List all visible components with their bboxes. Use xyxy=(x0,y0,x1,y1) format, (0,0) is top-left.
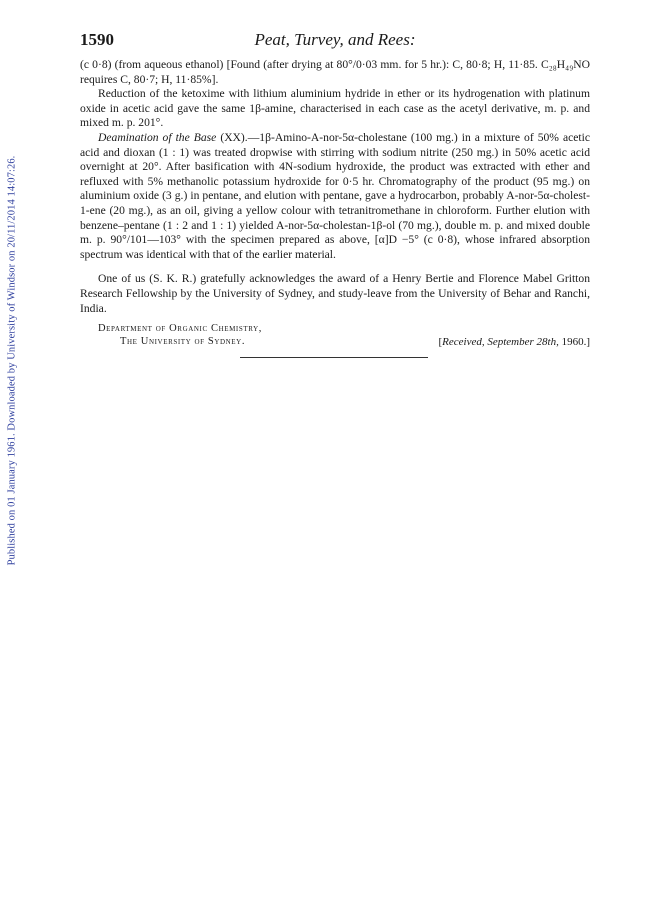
paragraph-acknowledgement: One of us (S. K. R.) gratefully acknowledges the award of a Henry Bertie and Florence Mabel Gritton Research Fellowship by the University of Sydney, and study-leave from the University of Behar and Ranchi, India. xyxy=(80,272,590,315)
affiliation-university: The University of Sydney. xyxy=(120,336,246,348)
affiliation-block xyxy=(80,323,590,355)
paragraph-analysis: (c 0·8) (from aqueous ethanol) [Found (after drying at 80°/0·03 mm. for 5 hr.): C, 80·8; H, 11·85. C₂₈H₄₉NO requires C, 80·7; H, 11·85%]. xyxy=(80,58,590,86)
received-year: 1960. xyxy=(558,336,587,349)
page-number: 1590 xyxy=(80,30,114,49)
running-head-authors: Peat, Turvey, and Rees: xyxy=(254,30,416,49)
journal-page xyxy=(80,30,590,355)
running-head xyxy=(80,30,590,54)
received-label: Received, September 28th, xyxy=(442,336,559,349)
received-open-bracket: [ xyxy=(438,336,443,349)
download-provenance-note xyxy=(2,150,22,570)
article-body xyxy=(80,58,590,316)
received-close-bracket: ] xyxy=(586,336,590,349)
paragraph-deamination xyxy=(80,131,590,262)
download-provenance-text: Published on 01 January 1961. Downloaded by University of Windsor on 20/11/2014 14:07:26. xyxy=(6,155,18,565)
affiliation-department: Department of Organic Chemistry, xyxy=(98,323,262,335)
deamination-text: (XX).—1β-Amino-A-nor-5α-cholestane (100 mg.) in a mixture of 50% acetic acid and dioxan (1 : 1) was treated dropwise with stirring with sodium nitrite (250 mg.) in 50% acetic acid overnight at 20°. After basification with 4N-sodium hydroxide, the product was extracted with ether and refluxed with 5% methanolic potassium hydroxide for 0·5 hr. Chromatography of the product (95 mg.) on aluminium oxide (3 g.) in pentane, and elution with pentane, gave a hydrocarbon, probably A-nor-5α-cholest-1-ene (20 mg.), as an oil, giving a yellow colour with tetranitromethane in chloroform. Further elution with benzene–pentane (1 : 2 and 1 : 1) yielded A-nor-5α-cholestan-1β-ol (70 mg.), double m. p. and mixed double m. p. 90°/101—103° with the specimen prepared as above, [α]D −5° (c 0·8), whose infrared absorption spectrum was identical with that of the earlier material. xyxy=(80,130,590,261)
received-date xyxy=(438,336,590,348)
deamination-heading: Deamination of the Base xyxy=(98,130,217,144)
end-of-article-rule xyxy=(240,357,428,358)
paragraph-reduction: Reduction of the ketoxime with lithium aluminium hydride in ether or its hydrogenation with platinum oxide in acetic acid gave the same 1β-amine, characterised in each case as the acetyl derivative, m. p. and mixed m. p. 201°. xyxy=(80,87,590,130)
